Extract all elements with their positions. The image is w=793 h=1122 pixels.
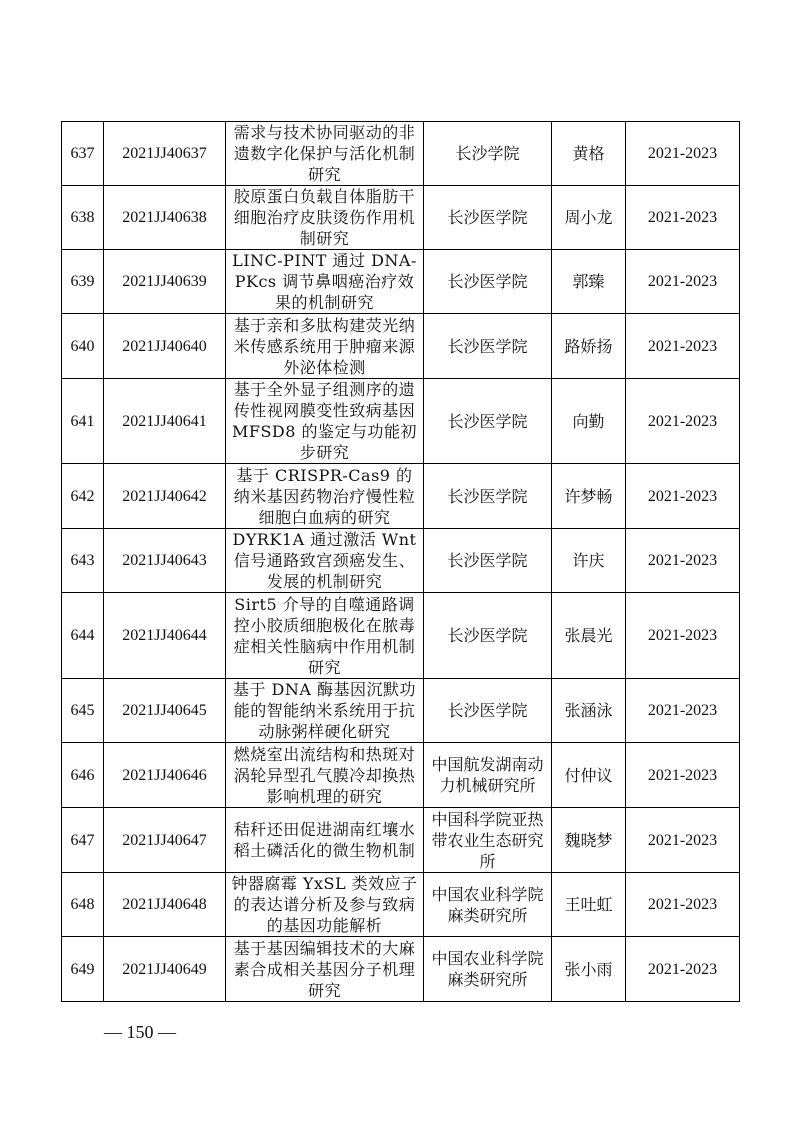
cell-project-id: 2021JJ40641 bbox=[104, 379, 226, 464]
cell-number: 647 bbox=[62, 808, 104, 873]
cell-project-id: 2021JJ40645 bbox=[104, 679, 226, 743]
cell-project-id: 2021JJ40642 bbox=[104, 464, 226, 529]
cell-project-title: DYRK1A 通过激活 Wnt 信号通路致宫颈癌发生、发展的机制研究 bbox=[226, 529, 424, 593]
cell-project-id: 2021JJ40648 bbox=[104, 873, 226, 937]
cell-organization: 长沙学院 bbox=[424, 122, 552, 186]
cell-project-id: 2021JJ40644 bbox=[104, 593, 226, 679]
cell-period: 2021-2023 bbox=[626, 937, 740, 1002]
cell-period: 2021-2023 bbox=[626, 529, 740, 593]
cell-organization: 长沙医学院 bbox=[424, 314, 552, 379]
table-row bbox=[62, 379, 740, 464]
cell-organization: 长沙医学院 bbox=[424, 593, 552, 679]
cell-organization: 长沙医学院 bbox=[424, 250, 552, 314]
cell-project-id: 2021JJ40647 bbox=[104, 808, 226, 873]
cell-number: 648 bbox=[62, 873, 104, 937]
cell-leader: 张晨光 bbox=[552, 593, 626, 679]
cell-project-id: 2021JJ40638 bbox=[104, 186, 226, 250]
cell-project-title: 基于全外显子组测序的遗传性视网膜变性致病基因 MFSD8 的鉴定与功能初步研究 bbox=[226, 379, 424, 464]
cell-leader: 魏晓梦 bbox=[552, 808, 626, 873]
cell-leader: 张小雨 bbox=[552, 937, 626, 1002]
table-row bbox=[62, 743, 740, 808]
table-row bbox=[62, 122, 740, 186]
cell-project-title: 基于亲和多肽构建荧光纳米传感系统用于肿瘤来源外泌体检测 bbox=[226, 314, 424, 379]
cell-period: 2021-2023 bbox=[626, 464, 740, 529]
cell-number: 640 bbox=[62, 314, 104, 379]
cell-period: 2021-2023 bbox=[626, 679, 740, 743]
cell-project-title: 胶原蛋白负载自体脂肪干细胞治疗皮肤烫伤作用机制研究 bbox=[226, 186, 424, 250]
cell-leader: 许梦畅 bbox=[552, 464, 626, 529]
cell-project-title: Sirt5 介导的自噬通路调控小胶质细胞极化在脓毒症相关性脑病中作用机制研究 bbox=[226, 593, 424, 679]
cell-period: 2021-2023 bbox=[626, 743, 740, 808]
cell-project-title: LINC-PINT 通过 DNA-PKcs 调节鼻咽癌治疗效果的机制研究 bbox=[226, 250, 424, 314]
cell-period: 2021-2023 bbox=[626, 593, 740, 679]
table-row bbox=[62, 186, 740, 250]
cell-period: 2021-2023 bbox=[626, 808, 740, 873]
table-body bbox=[62, 122, 740, 1002]
table-row bbox=[62, 314, 740, 379]
cell-organization: 中国农业科学院麻类研究所 bbox=[424, 873, 552, 937]
cell-leader: 黄格 bbox=[552, 122, 626, 186]
table-row bbox=[62, 937, 740, 1002]
cell-leader: 许庆 bbox=[552, 529, 626, 593]
table-row bbox=[62, 679, 740, 743]
cell-period: 2021-2023 bbox=[626, 250, 740, 314]
cell-leader: 向勤 bbox=[552, 379, 626, 464]
cell-project-title: 基于基因编辑技术的大麻素合成相关基因分子机理研究 bbox=[226, 937, 424, 1002]
table-row bbox=[62, 808, 740, 873]
cell-number: 649 bbox=[62, 937, 104, 1002]
cell-number: 642 bbox=[62, 464, 104, 529]
cell-organization: 中国科学院亚热带农业生态研究所 bbox=[424, 808, 552, 873]
table-row bbox=[62, 250, 740, 314]
table-row bbox=[62, 873, 740, 937]
page-number: — 150 — bbox=[104, 1022, 176, 1042]
cell-leader: 路娇扬 bbox=[552, 314, 626, 379]
cell-project-id: 2021JJ40639 bbox=[104, 250, 226, 314]
cell-period: 2021-2023 bbox=[626, 314, 740, 379]
cell-period: 2021-2023 bbox=[626, 122, 740, 186]
table-row bbox=[62, 529, 740, 593]
cell-number: 644 bbox=[62, 593, 104, 679]
cell-leader: 张涵泳 bbox=[552, 679, 626, 743]
cell-number: 637 bbox=[62, 122, 104, 186]
cell-project-id: 2021JJ40643 bbox=[104, 529, 226, 593]
cell-organization: 长沙医学院 bbox=[424, 186, 552, 250]
cell-period: 2021-2023 bbox=[626, 186, 740, 250]
cell-number: 646 bbox=[62, 743, 104, 808]
cell-organization: 长沙医学院 bbox=[424, 379, 552, 464]
cell-organization: 长沙医学院 bbox=[424, 464, 552, 529]
cell-leader: 付仲议 bbox=[552, 743, 626, 808]
cell-project-id: 2021JJ40640 bbox=[104, 314, 226, 379]
cell-leader: 周小龙 bbox=[552, 186, 626, 250]
cell-organization: 长沙医学院 bbox=[424, 679, 552, 743]
cell-project-title: 钟器腐霉 YxSL 类效应子的表达谱分析及参与致病的基因功能解析 bbox=[226, 873, 424, 937]
cell-period: 2021-2023 bbox=[626, 873, 740, 937]
cell-project-title: 基于 DNA 酶基因沉默功能的智能纳米系统用于抗动脉粥样硬化研究 bbox=[226, 679, 424, 743]
cell-number: 643 bbox=[62, 529, 104, 593]
cell-organization: 中国航发湖南动力机械研究所 bbox=[424, 743, 552, 808]
cell-leader: 王吐虹 bbox=[552, 873, 626, 937]
table-row bbox=[62, 593, 740, 679]
cell-project-title: 燃烧室出流结构和热斑对涡轮异型孔气膜冷却换热影响机理的研究 bbox=[226, 743, 424, 808]
cell-project-title: 需求与技术协同驱动的非遗数字化保护与活化机制研究 bbox=[226, 122, 424, 186]
cell-project-id: 2021JJ40637 bbox=[104, 122, 226, 186]
cell-number: 645 bbox=[62, 679, 104, 743]
cell-number: 641 bbox=[62, 379, 104, 464]
cell-number: 639 bbox=[62, 250, 104, 314]
cell-organization: 中国农业科学院麻类研究所 bbox=[424, 937, 552, 1002]
cell-leader: 郭臻 bbox=[552, 250, 626, 314]
cell-project-title: 基于 CRISPR-Cas9 的纳米基因药物治疗慢性粒细胞白血病的研究 bbox=[226, 464, 424, 529]
cell-project-id: 2021JJ40649 bbox=[104, 937, 226, 1002]
project-table bbox=[61, 121, 740, 1002]
table-row bbox=[62, 464, 740, 529]
cell-number: 638 bbox=[62, 186, 104, 250]
cell-project-title: 秸秆还田促进湖南红壤水稻土磷活化的微生物机制 bbox=[226, 808, 424, 873]
cell-project-id: 2021JJ40646 bbox=[104, 743, 226, 808]
cell-period: 2021-2023 bbox=[626, 379, 740, 464]
cell-organization: 长沙医学院 bbox=[424, 529, 552, 593]
